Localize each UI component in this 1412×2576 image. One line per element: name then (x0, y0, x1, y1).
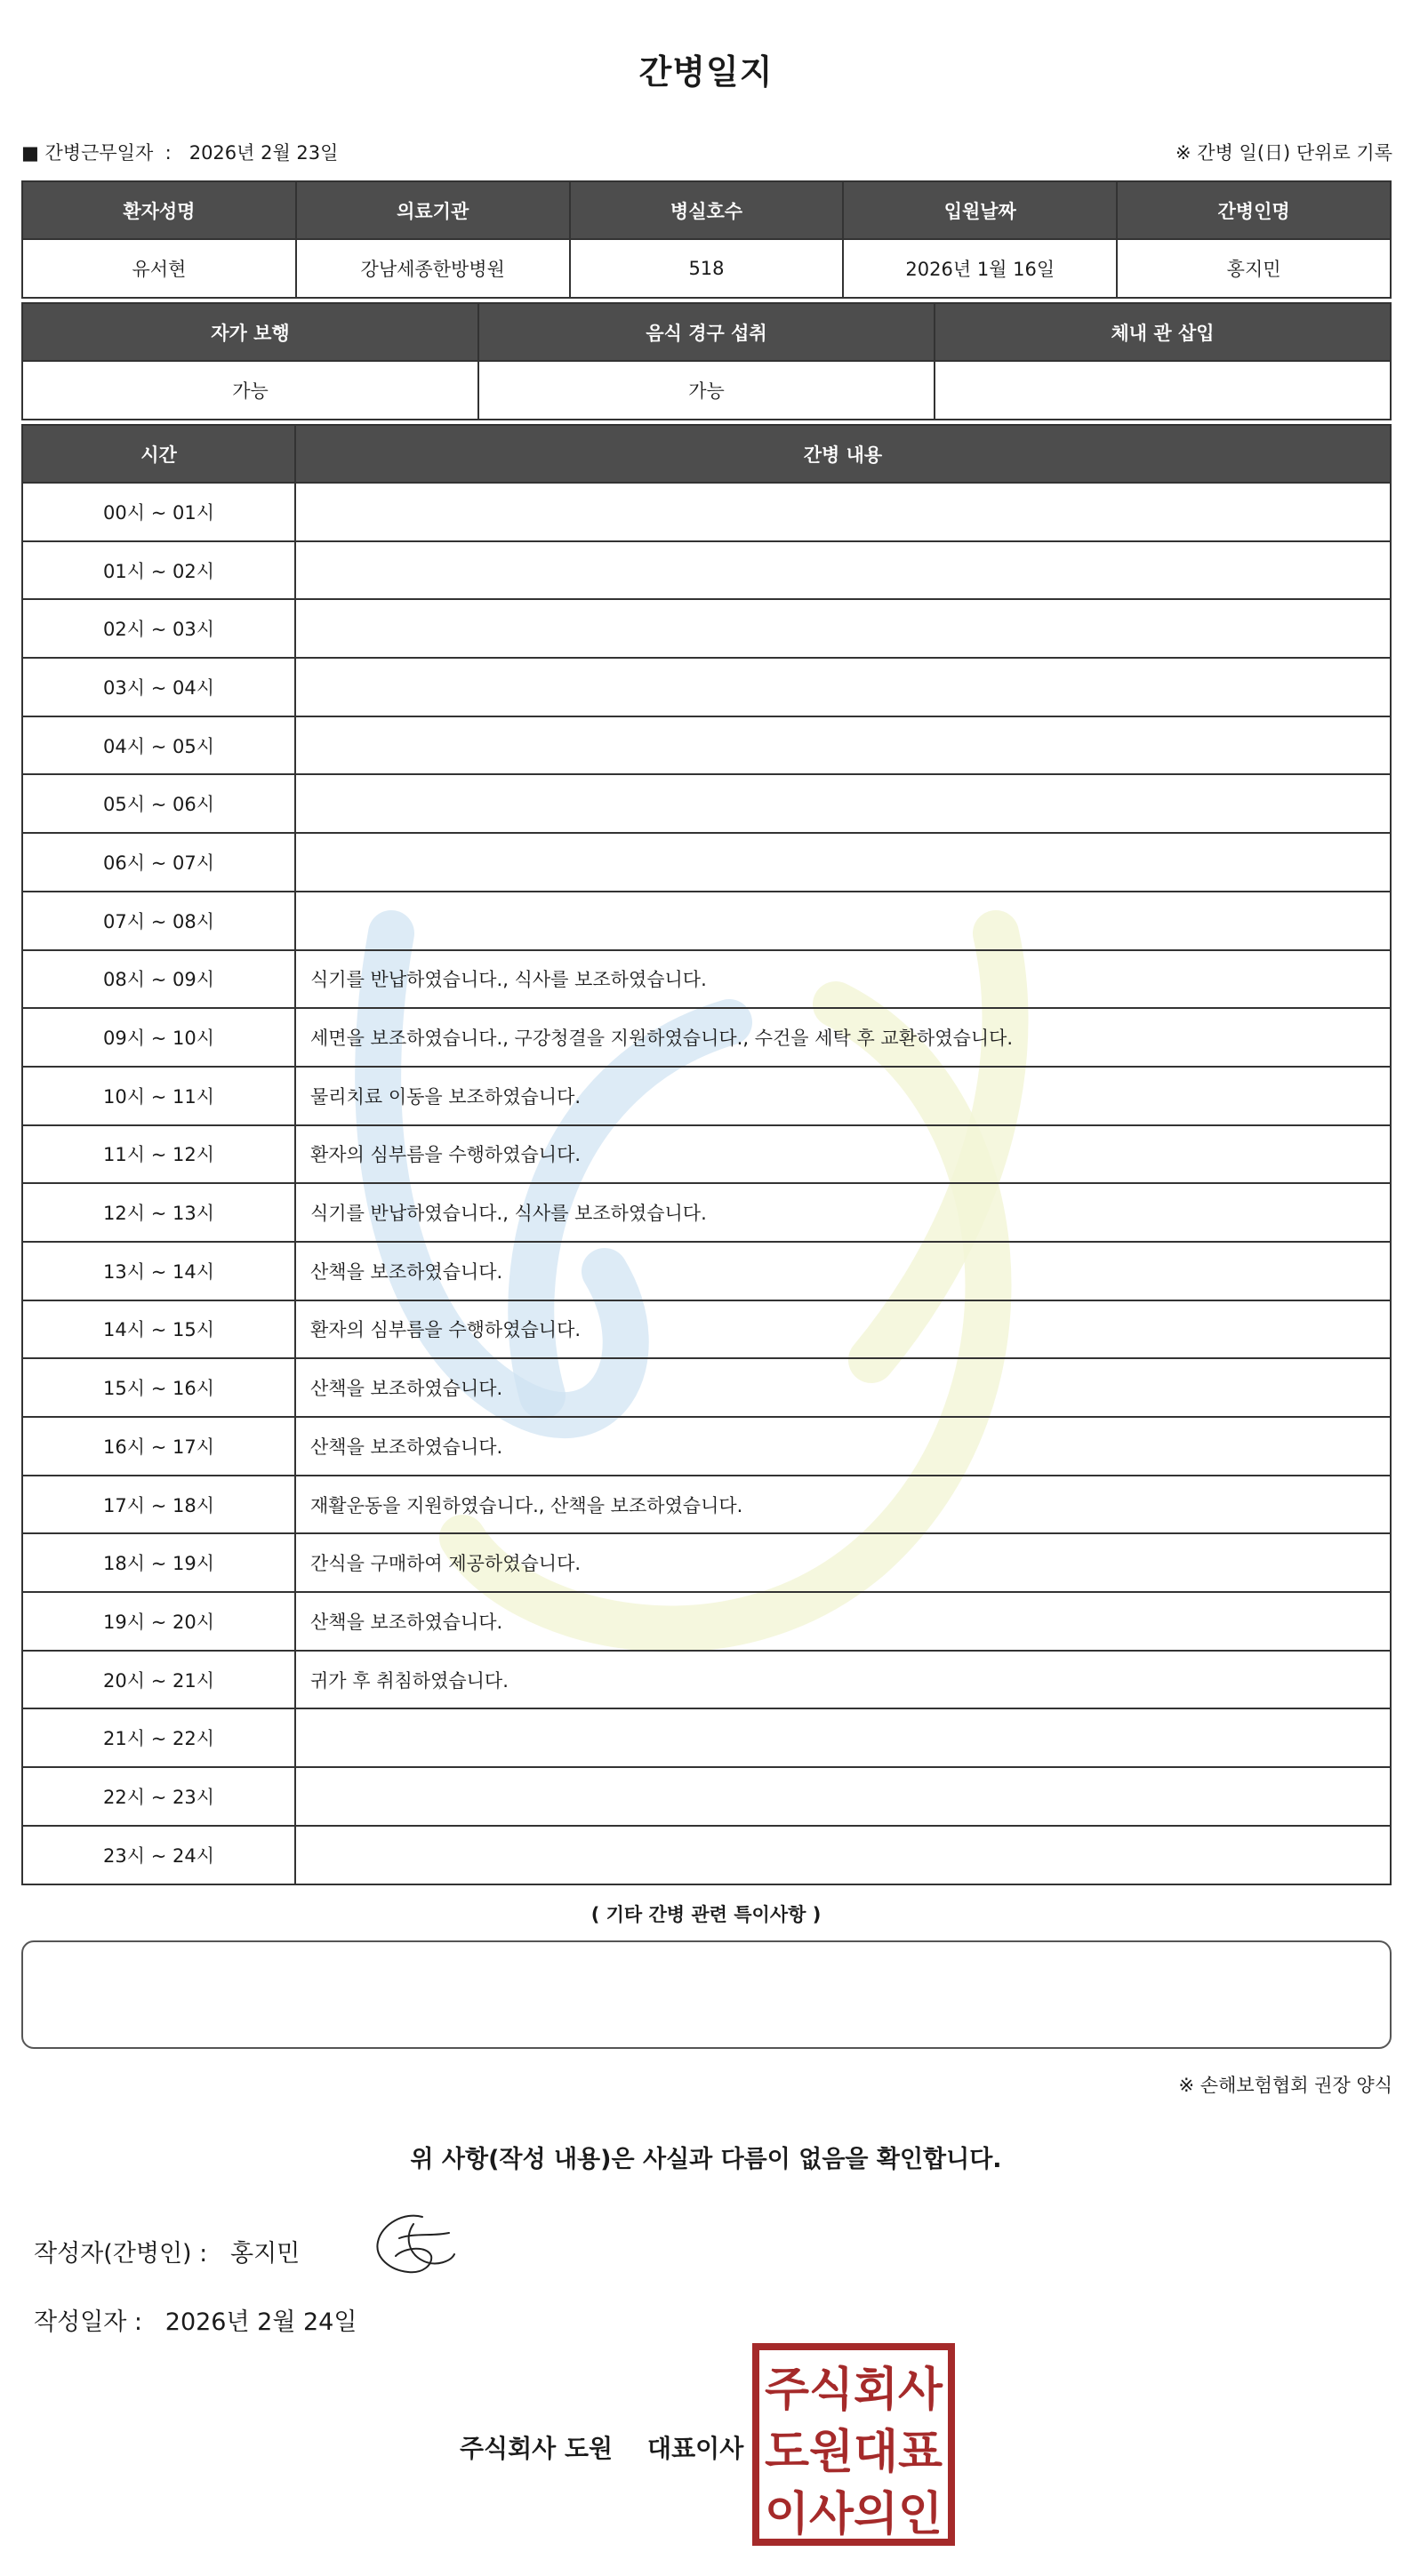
care-content-cell (295, 716, 1391, 775)
table-row (22, 950, 1391, 1009)
tube-insertion (935, 361, 1391, 420)
header-admission-date: 입원날짜 (843, 181, 1117, 239)
patient-name: 유서현 (22, 239, 296, 298)
time-cell: 00시 ~ 01시 (22, 483, 295, 541)
table-row (22, 658, 1391, 716)
care-content-cell (295, 658, 1391, 716)
table-row (22, 716, 1391, 775)
patient-value-row (22, 239, 1391, 298)
work-date (21, 139, 338, 165)
header-hospital: 의료기관 (296, 181, 570, 239)
time-cell: 17시 ~ 18시 (22, 1476, 295, 1534)
time-cell: 23시 ~ 24시 (22, 1826, 295, 1884)
time-cell: 18시 ~ 19시 (22, 1533, 295, 1592)
time-cell: 04시 ~ 05시 (22, 716, 295, 775)
room-number: 518 (570, 239, 844, 298)
notes-box (21, 1940, 1392, 2049)
patient-info-table (21, 180, 1392, 299)
time-cell: 05시 ~ 06시 (22, 774, 295, 833)
header-self-walking: 자가 보행 (22, 303, 478, 361)
table-row (22, 1417, 1391, 1476)
time-cell: 01시 ~ 02시 (22, 541, 295, 600)
care-content-cell (295, 892, 1391, 950)
care-content-cell (295, 1826, 1391, 1884)
table-row (22, 1651, 1391, 1709)
header-caregiver-name: 간병인명 (1117, 181, 1391, 239)
time-cell: 03시 ~ 04시 (22, 658, 295, 716)
care-content-cell: 산책을 보조하였습니다. (295, 1592, 1391, 1651)
header-tube-insertion: 체내 관 삽입 (935, 303, 1391, 361)
writer-line (34, 2234, 300, 2268)
written-date-line (34, 2302, 357, 2337)
notes-title: ( 기타 간병 관련 특이사항 ) (590, 1904, 822, 1925)
care-content-cell: 간식을 구매하여 제공하였습니다. (295, 1533, 1391, 1592)
seal-line: 도원대표 (765, 2426, 943, 2479)
writer-label: 작성자(간병인) : (34, 2240, 208, 2268)
table-row (22, 1767, 1391, 1826)
care-content-cell (295, 541, 1391, 600)
seal-line: 주식회사 (765, 2364, 943, 2417)
care-content-cell (295, 1767, 1391, 1826)
document-title: 간병일지 (638, 52, 774, 92)
caregiver-name: 홍지민 (1117, 239, 1391, 298)
table-row (22, 1826, 1391, 1884)
time-cell: 14시 ~ 15시 (22, 1300, 295, 1359)
time-cell: 15시 ~ 16시 (22, 1358, 295, 1417)
work-date-value: 2026년 2월 23일 (189, 142, 339, 164)
separator: : (164, 142, 172, 164)
time-cell: 10시 ~ 11시 (22, 1067, 295, 1125)
table-row (22, 1358, 1391, 1417)
header-room-number: 병실호수 (570, 181, 844, 239)
time-cell: 09시 ~ 10시 (22, 1008, 295, 1067)
header-time: 시간 (22, 425, 295, 483)
table-row (22, 1592, 1391, 1651)
care-content-cell: 재활운동을 지원하였습니다., 산책을 보조하였습니다. (295, 1476, 1391, 1534)
care-content-cell: 세면을 보조하였습니다., 구강청결을 지원하였습니다., 수건을 세탁 후 교환하였습니다. (295, 1008, 1391, 1067)
table-row (22, 541, 1391, 600)
status-value-row (22, 361, 1391, 420)
table-row (22, 483, 1391, 541)
writer-name: 홍지민 (230, 2240, 301, 2268)
time-cell: 19시 ~ 20시 (22, 1592, 295, 1651)
time-cell: 16시 ~ 17시 (22, 1417, 295, 1476)
company-line (460, 2429, 743, 2465)
time-cell: 12시 ~ 13시 (22, 1183, 295, 1242)
time-cell: 22시 ~ 23시 (22, 1767, 295, 1826)
table-row (22, 1183, 1391, 1242)
company-seal (752, 2343, 955, 2546)
care-content-cell (295, 833, 1391, 892)
oral-intake: 가능 (478, 361, 935, 420)
care-content-cell (295, 599, 1391, 658)
care-content-cell (295, 1708, 1391, 1767)
time-cell: 21시 ~ 22시 (22, 1708, 295, 1767)
table-row (22, 599, 1391, 658)
record-note: ※ 간병 일(日) 단위로 기록 (1175, 142, 1392, 164)
table-row (22, 1533, 1391, 1592)
company-name: 주식회사 도원 (460, 2434, 614, 2463)
table-row (22, 892, 1391, 950)
table-row (22, 1476, 1391, 1534)
log-body (22, 483, 1391, 1884)
patient-header-row (22, 181, 1391, 239)
log-header-row (22, 425, 1391, 483)
hospital: 강남세종한방병원 (296, 239, 570, 298)
written-date-label: 작성일자 : (34, 2308, 143, 2336)
admission-date: 2026년 1월 16일 (843, 239, 1117, 298)
patient-status-table (21, 302, 1392, 420)
care-content-cell: 귀가 후 취침하였습니다. (295, 1651, 1391, 1709)
work-date-label: ■ 간병근무일자 (21, 142, 154, 164)
table-row (22, 1708, 1391, 1767)
table-row (22, 1008, 1391, 1067)
header-care-content: 간병 내용 (295, 425, 1391, 483)
header-patient-name: 환자성명 (22, 181, 296, 239)
form-note: ※ 손해보험협회 권장 양식 (1178, 2075, 1392, 2096)
table-row (22, 1067, 1391, 1125)
table-row (22, 1300, 1391, 1359)
confirmation-statement: 위 사항(작성 내용)은 사실과 다름이 없음을 확인합니다. (410, 2146, 1002, 2173)
time-cell: 20시 ~ 21시 (22, 1651, 295, 1709)
seal-line: 이사의인 (765, 2488, 943, 2541)
care-content-cell (295, 483, 1391, 541)
care-content-cell: 식기를 반납하였습니다., 식사를 보조하였습니다. (295, 1183, 1391, 1242)
table-row (22, 1125, 1391, 1184)
time-cell: 11시 ~ 12시 (22, 1125, 295, 1184)
care-content-cell: 산책을 보조하였습니다. (295, 1417, 1391, 1476)
care-content-cell (295, 774, 1391, 833)
status-header-row (22, 303, 1391, 361)
written-date: 2026년 2월 24일 (164, 2308, 357, 2336)
time-cell: 02시 ~ 03시 (22, 599, 295, 658)
care-content-cell: 산책을 보조하였습니다. (295, 1242, 1391, 1300)
table-row (22, 1242, 1391, 1300)
ceo-title: 대표이사 (647, 2434, 744, 2463)
care-content-cell: 환자의 심부름을 수행하였습니다. (295, 1300, 1391, 1359)
self-walking: 가능 (22, 361, 478, 420)
table-row (22, 833, 1391, 892)
handwritten-signature (369, 2206, 458, 2281)
time-cell: 06시 ~ 07시 (22, 833, 295, 892)
time-cell: 07시 ~ 08시 (22, 892, 295, 950)
care-content-cell: 물리치료 이동을 보조하였습니다. (295, 1067, 1391, 1125)
table-row (22, 774, 1391, 833)
time-cell: 13시 ~ 14시 (22, 1242, 295, 1300)
care-content-cell: 식기를 반납하였습니다., 식사를 보조하였습니다. (295, 950, 1391, 1009)
care-log-table (21, 424, 1392, 1885)
care-content-cell: 환자의 심부름을 수행하였습니다. (295, 1125, 1391, 1184)
care-content-cell: 산책을 보조하였습니다. (295, 1358, 1391, 1417)
time-cell: 08시 ~ 09시 (22, 950, 295, 1009)
header-oral-intake: 음식 경구 섭취 (478, 303, 935, 361)
